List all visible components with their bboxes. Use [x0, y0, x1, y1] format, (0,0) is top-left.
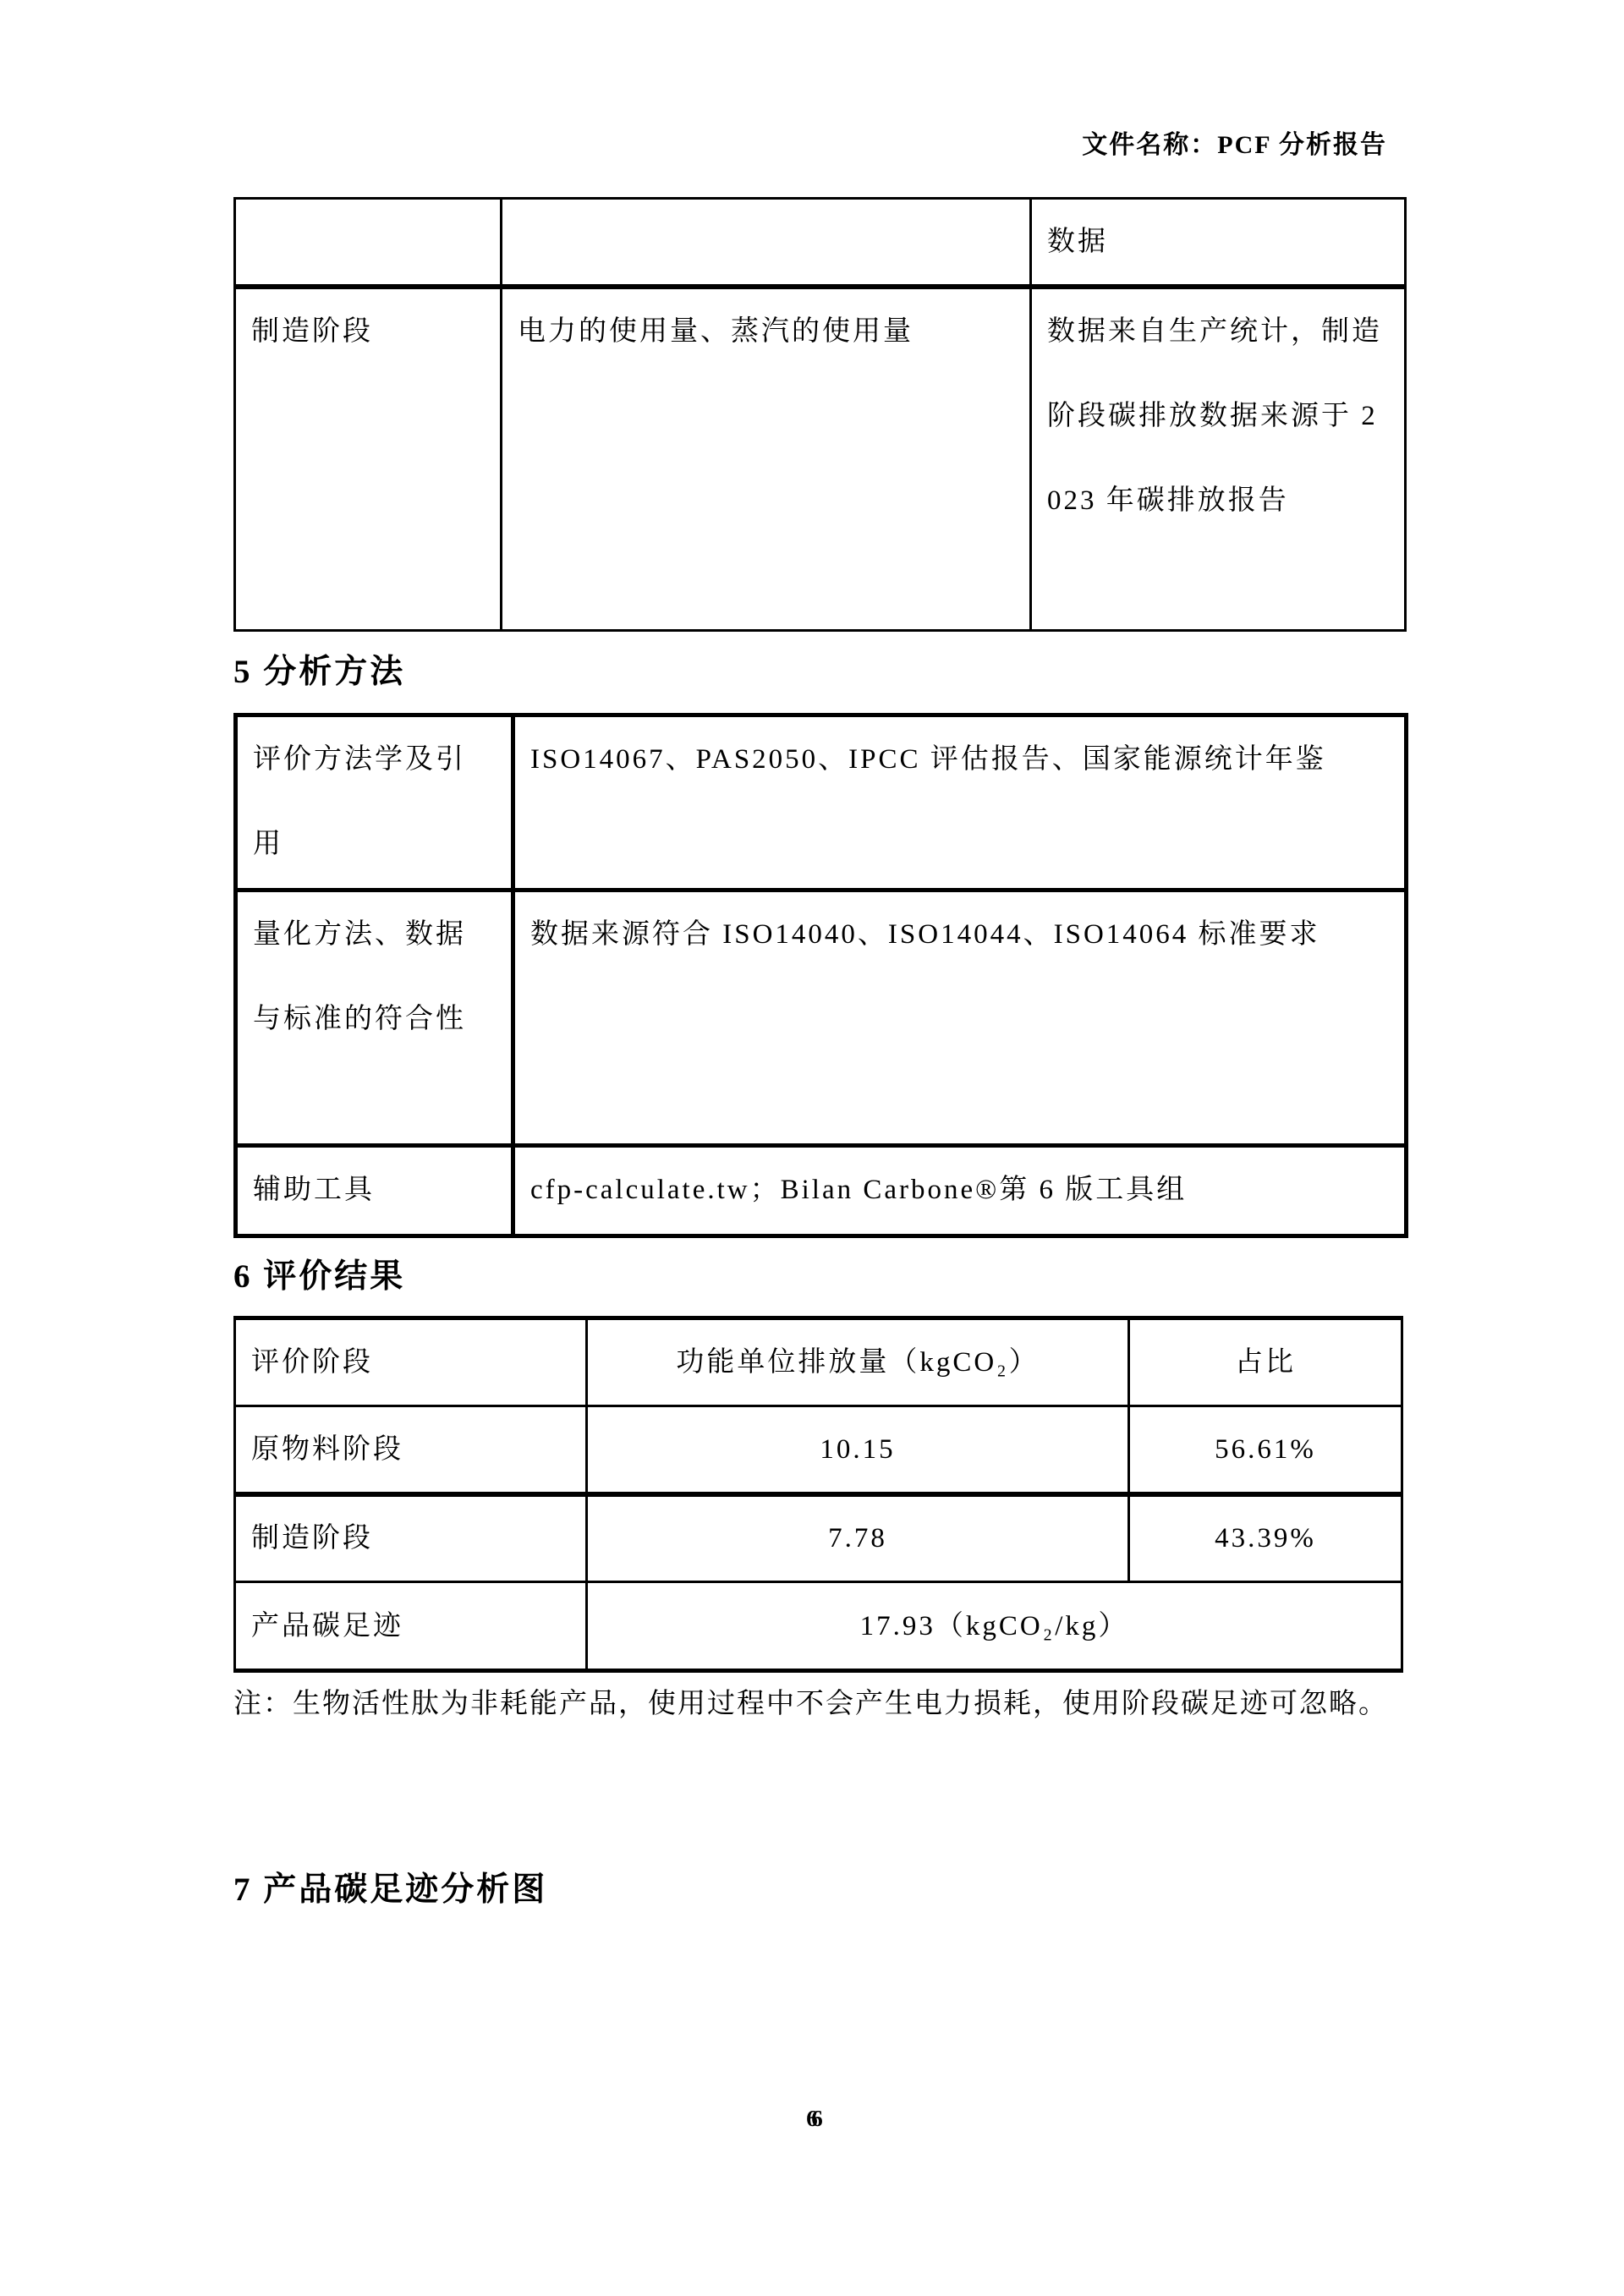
cell-share: 43.39% — [1129, 1494, 1402, 1582]
table-row — [235, 1406, 1402, 1494]
cell-source: 数据来自生产统计，制造阶段碳排放数据来源于 2023 年碳排放报告 — [1031, 287, 1406, 630]
analysis-method-table — [233, 713, 1408, 1238]
cell-stage: 制造阶段 — [235, 287, 502, 630]
cell-method-label: 辅助工具 — [236, 1146, 513, 1236]
cell-method-label: 量化方法、数据与标准的符合性 — [236, 890, 513, 1146]
cell-activity: 电力的使用量、蒸汽的使用量 — [502, 287, 1031, 630]
cell-method-value: 数据来源符合 ISO14040、ISO14044、ISO14064 标准要求 — [513, 890, 1407, 1146]
table-row — [235, 199, 1406, 288]
cell-method-value: cfp-calculate.tw；Bilan Carbone®第 6 版工具组 — [513, 1146, 1407, 1236]
cell-method-value: ISO14067、PAS2050、IPCC 评估报告、国家能源统计年鉴 — [513, 715, 1407, 890]
table-header-row — [235, 1318, 1402, 1406]
table-row — [235, 1494, 1402, 1582]
table-row — [235, 287, 1406, 630]
section-5-heading: 5 分析方法 — [233, 654, 406, 690]
section-7-heading: 7 产品碳足迹分析图 — [233, 1871, 548, 1908]
cell-emission: 10.15 — [587, 1406, 1129, 1494]
cell-method-label: 评价方法学及引用 — [236, 715, 513, 890]
table-row — [236, 715, 1407, 890]
cell-share: 56.61% — [1129, 1406, 1402, 1494]
cell-stage: 产品碳足迹 — [235, 1582, 587, 1671]
page-number: 6 — [806, 2106, 818, 2131]
cell-stage: 制造阶段 — [235, 1494, 587, 1582]
section-6-heading: 6 评价结果 — [233, 1258, 406, 1295]
cell-stage: 原物料阶段 — [235, 1406, 587, 1494]
cell-activity — [502, 199, 1031, 288]
document-title-header: 文件名称：PCF 分析报告 — [1082, 131, 1387, 159]
evaluation-result-table — [233, 1316, 1403, 1673]
data-source-table — [233, 197, 1407, 632]
cell-source: 数据 — [1031, 199, 1406, 288]
header-stage: 评价阶段 — [235, 1318, 587, 1406]
cell-total-footprint: 17.93（kgCO₂/kg） — [587, 1582, 1402, 1671]
table-row — [236, 1146, 1407, 1236]
header-share: 占比 — [1129, 1318, 1402, 1406]
table-total-row — [235, 1582, 1402, 1671]
cell-stage — [235, 199, 502, 288]
header-emission: 功能单位排放量（kgCO₂） — [587, 1318, 1129, 1406]
cell-emission: 7.78 — [587, 1494, 1129, 1582]
result-note: 注：生物活性肽为非耗能产品，使用过程中不会产生电力损耗，使用阶段碳足迹可忽略。 — [233, 1689, 1388, 1719]
table-row — [236, 890, 1407, 1146]
